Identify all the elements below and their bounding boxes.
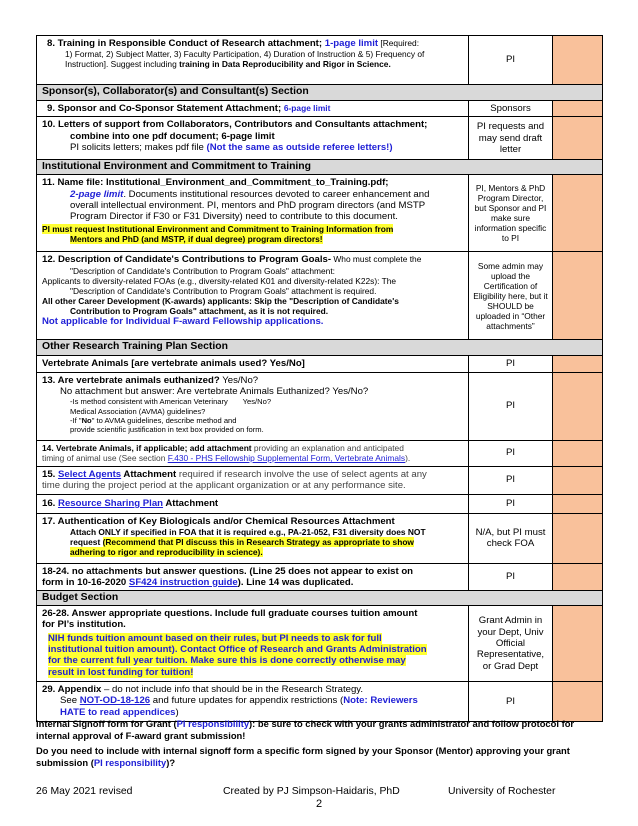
revision-date: 26 May 2021 revised (36, 786, 133, 797)
responsible-party: PI (469, 466, 553, 494)
accent-cell (553, 372, 603, 440)
responsible-party: PI (469, 36, 553, 85)
accent-cell (553, 36, 603, 85)
item-description: Vertebrate Animals [are vertebrate animals used? Yes/No] (37, 356, 469, 372)
item-description: 9. Sponsor and Co-Sponsor Statement Attachment; 6-page limit (37, 101, 469, 117)
accent-cell (553, 563, 603, 591)
section-header-row (37, 340, 603, 356)
note-internal-signoff: Internal Signoff form for Grant (PI responsibility): be sure to check with your grants administrator and follow protocol for internal approval of F-award grant submission! (36, 718, 575, 741)
item-description: 13. Are vertebrate animals euthanized? Yes/No? No attachment but answer: Are vertebrate Animals Euthanized? Yes/No? -Is method consistent with American Veterinary Yes/No? Medical Association (AVMA) guidelines? -If "No" to AVMA guidelines, describe method and provide scientific justification in text box provided on form. (37, 372, 469, 440)
responsible-party: PI (469, 494, 553, 513)
section-header-row (37, 85, 603, 101)
not-od-18-126-link[interactable]: NOT-OD-18-126 (79, 695, 151, 707)
item-description: 18-24. no attachments but answer questions. (Line 25 does not appear to exist on form in 10-16-2020 SF424 instruction guide). Line 14 was duplicated. (37, 563, 469, 591)
accent-cell (553, 175, 603, 252)
item-description: 15. Select Agents Attachment required if research involve the use of select agents at any time during the project period at the applicant organization or at any performance site. (37, 466, 469, 494)
table-row (37, 36, 603, 85)
item-description: 26-28. Answer appropriate questions. Include full graduate courses tuition amount for PI’s institution. NIH funds tuition amount based on their rules, but PI needs to ask for full institutional tuition amount). Contact Office of Research and Grants Administration for the current full year tuition. Make sure this is done correctly otherwise may result in lost funding for tuition! (37, 606, 469, 682)
accent-cell (553, 606, 603, 682)
organization: University of Rochester (448, 786, 556, 797)
responsible-party: PI (469, 372, 553, 440)
accent-cell (553, 356, 603, 372)
table-row (37, 117, 603, 160)
accent-cell (553, 513, 603, 563)
accent-cell (553, 117, 603, 160)
table-row (37, 175, 603, 252)
section-title: Budget Section (37, 591, 603, 606)
page-number: 2 (315, 798, 323, 810)
section-title: Other Research Training Plan Section (37, 340, 603, 356)
responsible-party: PI (469, 440, 553, 466)
requirements-table-wrapper (36, 35, 602, 722)
table-row (37, 356, 603, 372)
responsible-party: Sponsors (469, 101, 553, 117)
accent-cell (553, 252, 603, 340)
responsible-party: PI (469, 563, 553, 591)
item-description: 17. Authentication of Key Biologicals and/or Chemical Resources Attachment Attach ONLY if specified in FOA that it is required e.g., PA-21-052, F31 diversity does NOT request (Recommend that PI discuss this in Research Strategy as appropriate to show adhering to rigor and reproducibility in science). (37, 513, 469, 563)
responsible-party: PI (469, 356, 553, 372)
accent-cell (553, 682, 603, 722)
responsible-party: Grant Admin in your Dept, Univ Official Representative, or Grad Dept (469, 606, 553, 682)
responsible-party: Some admin may upload the Certification of Eligibility here, but it SHOULD be uploaded in “Other attachments” (469, 252, 553, 340)
item-description: 10. Letters of support from Collaborators, Contributors and Consultants attachment; combine into one pdf document; 6-page limit PI solicits letters; makes pdf file (Not the same as outside referee letters!) (37, 117, 469, 160)
table-row (37, 682, 603, 722)
section-header-row (37, 591, 603, 606)
item-description: 29. Appendix – do not include info that should be in the Research Strategy. See NOT-OD-18-126 and future updates for appendix restrictions (Note: Reviewers HATE to read appendices) (37, 682, 469, 722)
sf424-guide-link[interactable]: SF424 instruction guide (128, 576, 238, 588)
signoff-notes (36, 718, 602, 772)
resource-sharing-plan-link[interactable]: Resource Sharing Plan (58, 497, 164, 509)
responsible-party: PI, Mentors & PhD Program Director, but Sponsor and PI make sure information specific to PI (469, 175, 553, 252)
section-title: Institutional Environment and Commitment to Training (37, 160, 603, 175)
requirements-table (36, 35, 603, 722)
responsible-party: PI requests and may send draft letter (469, 117, 553, 160)
table-row (37, 513, 603, 563)
item-description: 11. Name file: Institutional_Environment_and_Commitment_to_Training.pdf; 2-page limit. Documents institutional resources devoted to career enhancement and overall intellectual environment. PI, mentors and PhD program directors (and MSTP Program Director if F30 or F31 Diversity) need to contribute to this document. PI must request Institutional Environment and Commitment to Training Information from Mentors and PhD (and MSTP, if dual degree) program directors! (37, 175, 469, 252)
accent-cell (553, 494, 603, 513)
item-description: 8. Training in Responsible Conduct of Research attachment; 1-page limit [Required: 1) Format, 2) Subject Matter, 3) Faculty Participation, 4) Duration of Instruction & 5) Frequency of Instruction]. Suggest including training in Data Reproducibility and Rigor in Science. (37, 36, 469, 85)
select-agents-link[interactable]: Select Agents (58, 468, 122, 480)
table-row (37, 101, 603, 117)
item-description: 16. Resource Sharing Plan Attachment (37, 494, 469, 513)
accent-cell (553, 101, 603, 117)
vertebrate-animals-link[interactable]: F.430 - PHS Fellowship Supplemental Form, Vertebrate Animals (167, 452, 406, 463)
accent-cell (553, 466, 603, 494)
responsible-party: N/A, but PI must check FOA (469, 513, 553, 563)
item-description: 12. Description of Candidate's Contributions to Program Goals- Who must complete the "Description of Candidate's Contribution to Program Goals" attachment: Applicants to diversity-related FOAs (e.g., diversity-related K01 and diversity-related K22s): The "Description of Candidate's Contribution to Program Goals" attachment is required. All other Career Development (K-awards) applicants: Skip the "Description of Candidate's Contribution to Program Goals" attachment, as it is not required. Not applicable for Individual F-award Fellowship applications. (37, 252, 469, 340)
table-row (37, 440, 603, 466)
table-row (37, 252, 603, 340)
author-credit: Created by PJ Simpson-Haidaris, PhD (223, 786, 400, 797)
table-row (37, 563, 603, 591)
item-description: 14. Vertebrate Animals, if applicable; add attachment providing an explanation and anticipated timing of animal use (See section F.430 - PHS Fellowship Supplemental Form, Vertebrate Animals). (37, 440, 469, 466)
responsible-party: PI (469, 682, 553, 722)
table-row (37, 466, 603, 494)
section-title: Sponsor(s), Collaborator(s) and Consultant(s) Section (37, 85, 603, 101)
table-row (37, 606, 603, 682)
table-row (37, 372, 603, 440)
note-sponsor-form: Do you need to include with internal signoff form a specific form signed by your Sponsor (Mentor) approving your grant submission (PI responsibility)? (36, 745, 570, 768)
table-row (37, 494, 603, 513)
section-header-row (37, 160, 603, 175)
accent-cell (553, 440, 603, 466)
